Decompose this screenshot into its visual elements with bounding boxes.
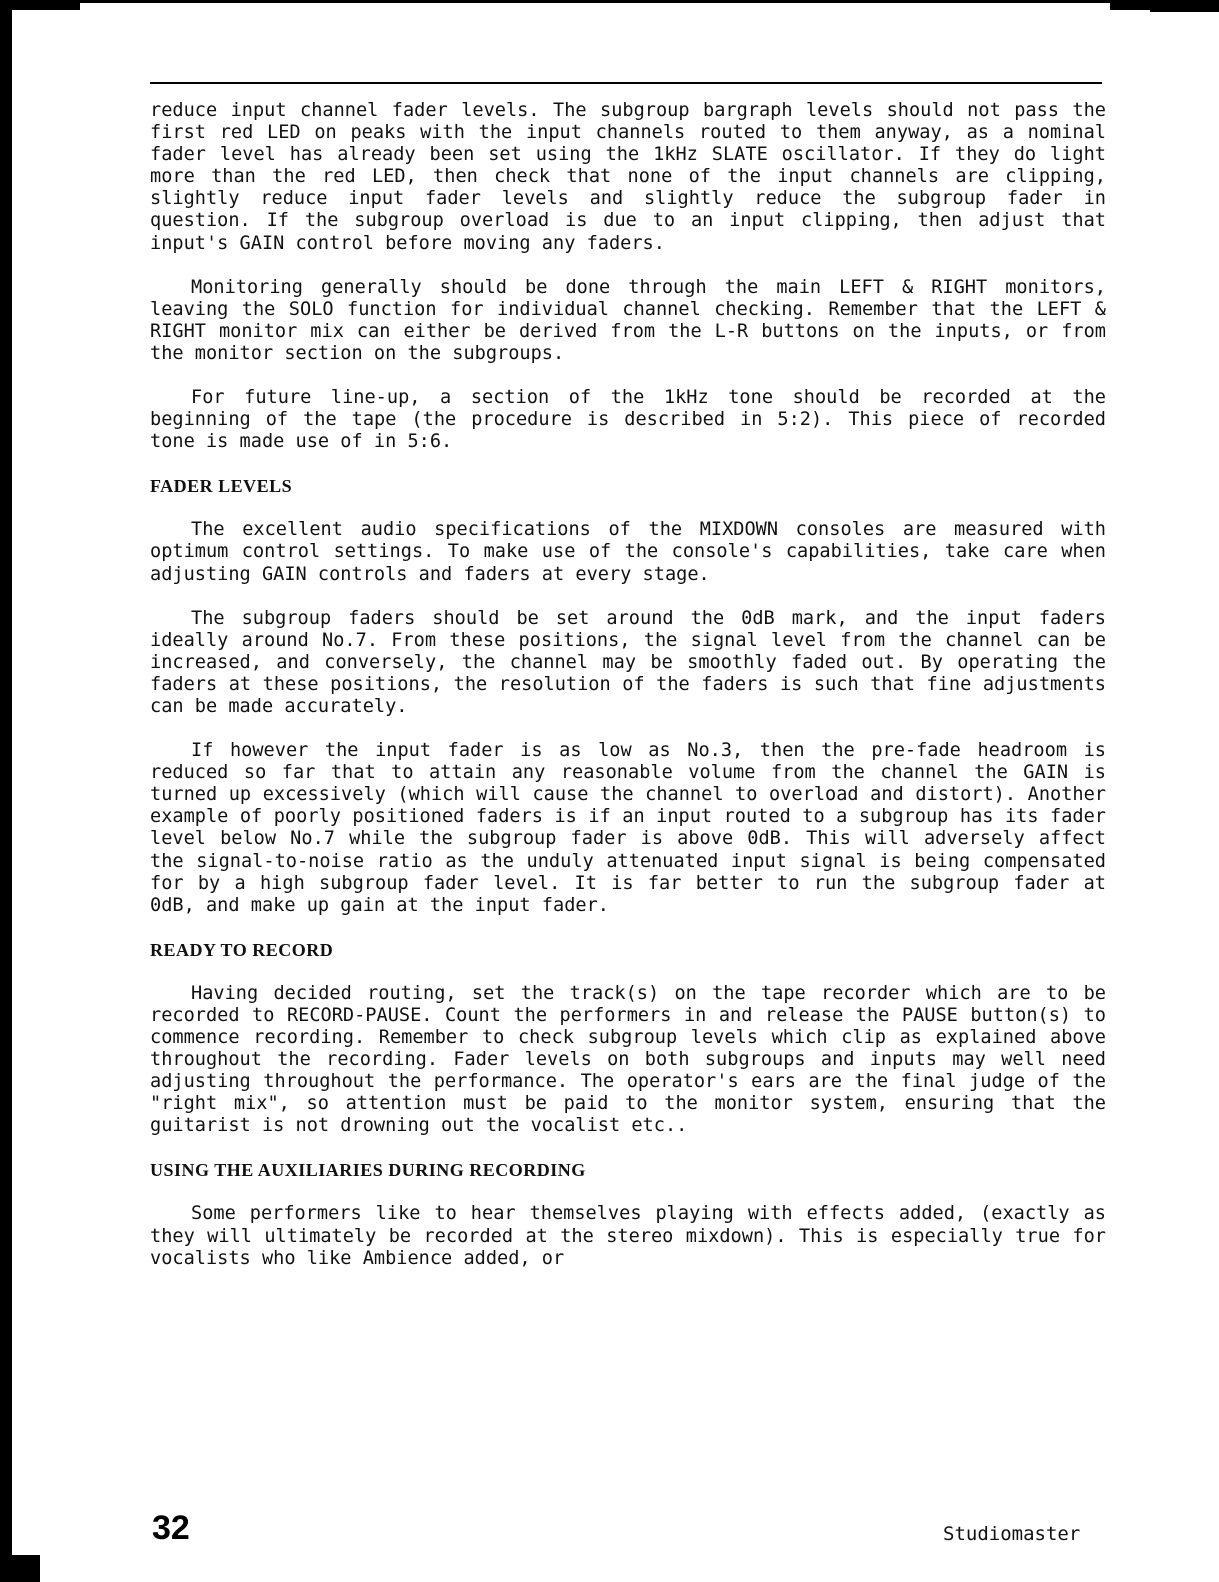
paragraph: Monitoring generally should be done through the main LEFT & RIGHT monitors, leaving the SOLO function for individual channel checking. Remember that the LEFT & RIGHT monitor mix can either be derived from the L-R buttons on the inputs, or from the monitor section on the subgroups.	[150, 276, 1106, 364]
paragraph: reduce input channel fader levels. The subgroup bargraph levels should not pass the first red LED on peaks with the input channels routed to them anyway, as a nominal fader level has already been set using the 1kHz SLATE oscillator. If they do light more than the red LED, then check that none of the input channels are clipping, slightly reduce input fader levels and slightly reduce the subgroup fader in question. If the subgroup overload is due to an input clipping, then adjust that input's GAIN control before moving any faders.	[150, 100, 1106, 254]
page-number: 32	[152, 1509, 190, 1547]
paragraph: If however the input fader is as low as No.3, then the pre-fade headroom is reduced so far that to attain any reasonable volume from the channel the GAIN is turned up excessively (which will cause the channel to overload and distort). Another example of poorly positioned faders is if an input routed to a subgroup has its fader level below No.7 while the subgroup fader is above 0dB. This will adversely affect the signal-to-noise ratio as the unduly attenuated input signal is being compensated for by a high subgroup fader level. It is far better to run the subgroup fader at 0dB, and make up gain at the input fader.	[150, 740, 1106, 916]
paragraph: For future line-up, a section of the 1kHz tone should be recorded at the beginning of the tape (the procedure is described in 5:2). This piece of recorded tone is made use of in 5:6.	[150, 387, 1106, 453]
brand-name: Studiomaster	[943, 1523, 1081, 1545]
paragraph: The subgroup faders should be set around the 0dB mark, and the input faders ideally around No.7. From these positions, the signal level from the channel can be increased, and conversely, the channel may be smoothly faded out. By operating the faders at these positions, the resolution of the faders is such that fine adjustments can be made accurately.	[150, 607, 1106, 717]
section-heading-fader-levels: FADER LEVELS	[150, 476, 293, 497]
scan-edge-left	[0, 0, 12, 1582]
scan-edge-top	[0, 0, 1219, 3]
paragraph: Having decided routing, set the track(s) on the tape recorder which are to be recorded to RECORD-PAUSE. Count the performers in and release the PAUSE button(s) to commence recording. Remember to check subgroup levels which clip as explained above throughout the recording. Fader levels on both subgroups and inputs may well need adjusting throughout the performance. The operator's ears are the final judge of the "right mix", so attention must be paid to the monitor system, ensuring that the guitarist is not drowning out the vocalist etc..	[150, 982, 1106, 1137]
header-rule	[150, 82, 1102, 84]
paragraph: Some performers like to hear themselves playing with effects added, (exactly as they will ultimately be recorded at the stereo mixdown). This is especially true for vocalists who like Ambience added, or	[150, 1203, 1106, 1269]
body-text	[150, 100, 1106, 1292]
paragraph: The excellent audio specifications of the MIXDOWN consoles are measured with optimum control settings. To make use of the console's capabilities, take care when adjusting GAIN controls and faders at every stage.	[150, 519, 1106, 585]
section-heading-ready-to-record: READY TO RECORD	[150, 939, 334, 960]
scan-edge-top-right-corner	[1150, 0, 1219, 12]
section-heading-auxiliaries: USING THE AUXILIARIES DURING RECORDING	[150, 1160, 586, 1181]
scan-edge-bottom-left	[0, 1555, 40, 1582]
scan-edge-top-left	[0, 0, 80, 10]
